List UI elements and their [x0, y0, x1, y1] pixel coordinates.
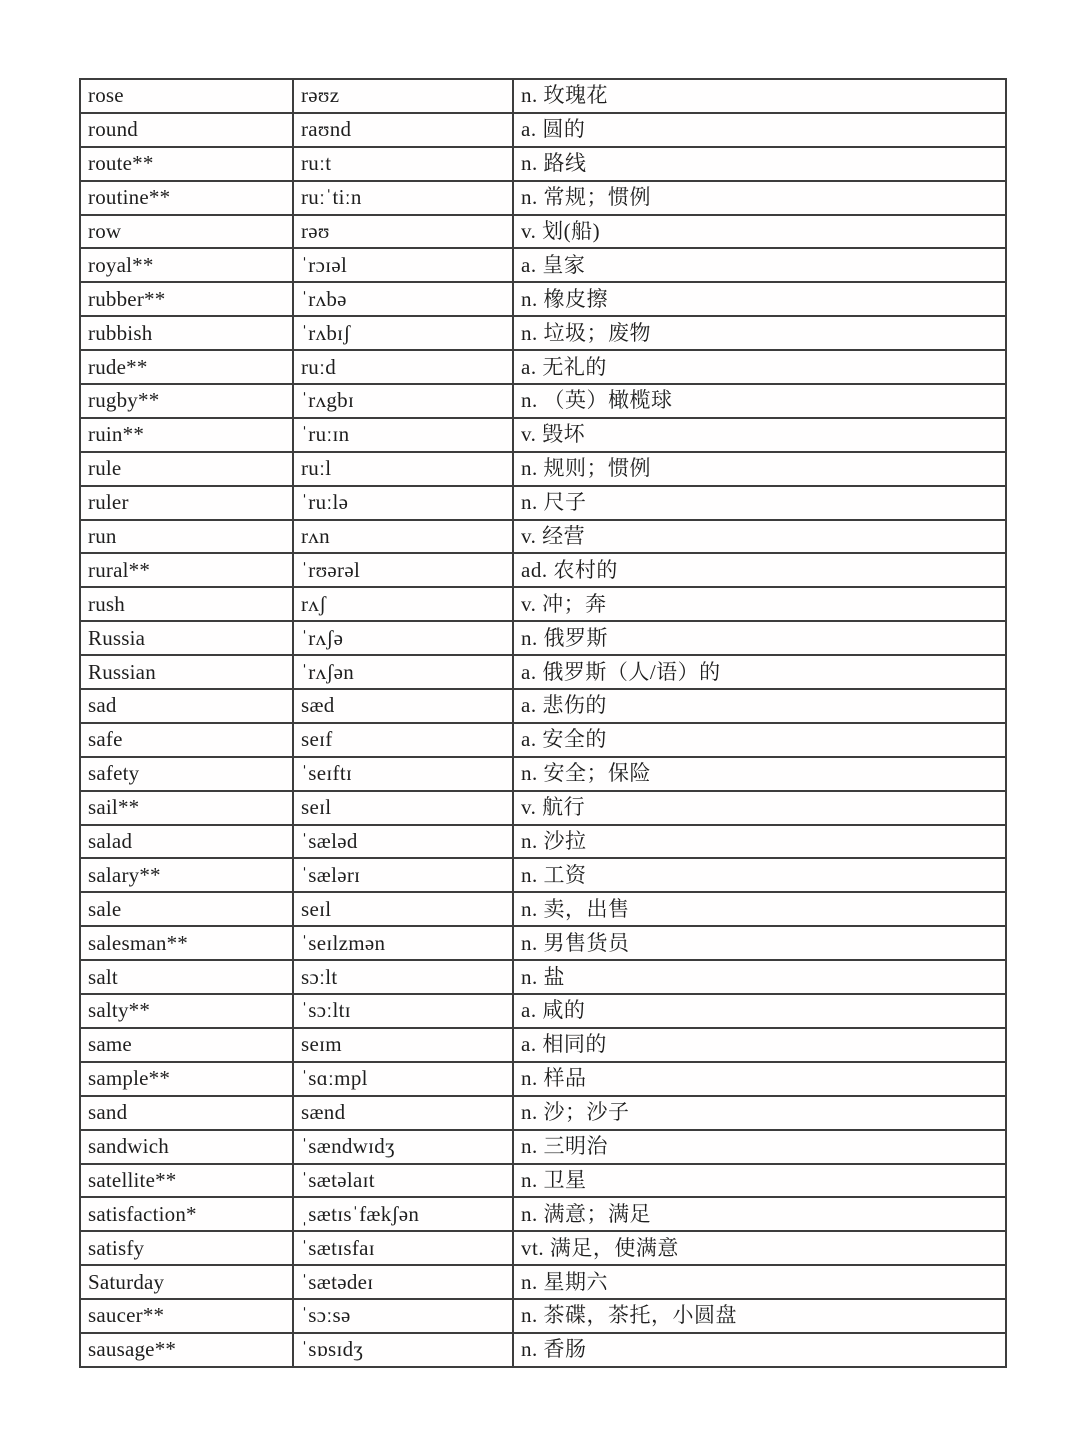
word-cell: satisfaction* [80, 1197, 293, 1231]
phonetic-cell: ruːl [293, 452, 513, 486]
table-row [80, 858, 1006, 892]
meaning-cell: n. 满意；满足 [513, 1197, 1006, 1231]
word-cell: routine** [80, 181, 293, 215]
meaning-cell: n. 工资 [513, 858, 1006, 892]
table-row [80, 418, 1006, 452]
word-cell: rugby** [80, 384, 293, 418]
phonetic-cell: raʊnd [293, 113, 513, 147]
word-cell: sand [80, 1096, 293, 1130]
meaning-cell: n. 沙拉 [513, 825, 1006, 859]
meaning-cell: n. 路线 [513, 147, 1006, 181]
phonetic-cell: ˌsætɪsˈfækʃən [293, 1197, 513, 1231]
phonetic-cell: ˈrʌbə [293, 282, 513, 316]
phonetic-cell: ˈrʌgbɪ [293, 384, 513, 418]
phonetic-cell: ˈrʌʃə [293, 621, 513, 655]
phonetic-cell: ˈseɪlzmən [293, 926, 513, 960]
table-row [80, 689, 1006, 723]
meaning-cell: n. 规则；惯例 [513, 452, 1006, 486]
phonetic-cell: ruːt [293, 147, 513, 181]
meaning-cell: n. 卫星 [513, 1164, 1006, 1198]
meaning-cell: v. 经营 [513, 520, 1006, 554]
table-row [80, 1333, 1006, 1367]
meaning-cell: n. 卖，出售 [513, 892, 1006, 926]
table-row [80, 181, 1006, 215]
word-cell: Russian [80, 655, 293, 689]
phonetic-cell: ruːˈtiːn [293, 181, 513, 215]
table-row [80, 147, 1006, 181]
table-row [80, 282, 1006, 316]
table-row [80, 1028, 1006, 1062]
meaning-cell: vt. 满足，使满意 [513, 1231, 1006, 1265]
phonetic-cell: rəʊz [293, 79, 513, 113]
word-cell: salary** [80, 858, 293, 892]
phonetic-cell: ˈrʌʃən [293, 655, 513, 689]
phonetic-cell: rəʊ [293, 215, 513, 249]
table-row [80, 892, 1006, 926]
phonetic-cell: ˈsætədeɪ [293, 1265, 513, 1299]
phonetic-cell: ˈsæləd [293, 825, 513, 859]
word-cell: royal** [80, 248, 293, 282]
phonetic-cell: sæd [293, 689, 513, 723]
table-row [80, 79, 1006, 113]
meaning-cell: v. 毁坏 [513, 418, 1006, 452]
word-cell: salt [80, 960, 293, 994]
word-cell: saucer** [80, 1299, 293, 1333]
table-row [80, 1096, 1006, 1130]
word-cell: same [80, 1028, 293, 1062]
table-row [80, 113, 1006, 147]
phonetic-cell: ˈrʌbɪʃ [293, 316, 513, 350]
table-row [80, 791, 1006, 825]
table-row [80, 960, 1006, 994]
meaning-cell: v. 冲；奔 [513, 587, 1006, 621]
word-cell: rubbish [80, 316, 293, 350]
meaning-cell: a. 圆的 [513, 113, 1006, 147]
meaning-cell: a. 皇家 [513, 248, 1006, 282]
table-row [80, 1130, 1006, 1164]
word-cell: sale [80, 892, 293, 926]
phonetic-cell: sænd [293, 1096, 513, 1130]
phonetic-cell: ˈsælərɪ [293, 858, 513, 892]
word-cell: sail** [80, 791, 293, 825]
table-row [80, 1062, 1006, 1096]
meaning-cell: v. 航行 [513, 791, 1006, 825]
phonetic-cell: ˈrɔɪəl [293, 248, 513, 282]
word-cell: salad [80, 825, 293, 859]
word-cell: row [80, 215, 293, 249]
phonetic-cell: rʌn [293, 520, 513, 554]
word-cell: rural** [80, 553, 293, 587]
word-cell: rose [80, 79, 293, 113]
word-cell: Saturday [80, 1265, 293, 1299]
meaning-cell: a. 安全的 [513, 723, 1006, 757]
meaning-cell: a. 相同的 [513, 1028, 1006, 1062]
table-row [80, 1197, 1006, 1231]
table-row [80, 1231, 1006, 1265]
phonetic-cell: seɪm [293, 1028, 513, 1062]
phonetic-cell: sɔːlt [293, 960, 513, 994]
meaning-cell: n. 盐 [513, 960, 1006, 994]
word-cell: salty** [80, 994, 293, 1028]
word-cell: salesman** [80, 926, 293, 960]
word-cell: ruin** [80, 418, 293, 452]
meaning-cell: n. 沙；沙子 [513, 1096, 1006, 1130]
word-cell: satisfy [80, 1231, 293, 1265]
vocab-table-body [80, 79, 1006, 1367]
phonetic-cell: ˈruːɪn [293, 418, 513, 452]
meaning-cell: n. 橡皮擦 [513, 282, 1006, 316]
meaning-cell: n. 安全；保险 [513, 757, 1006, 791]
word-cell: sad [80, 689, 293, 723]
word-cell: round [80, 113, 293, 147]
phonetic-cell: rʌʃ [293, 587, 513, 621]
table-row [80, 248, 1006, 282]
table-row [80, 587, 1006, 621]
meaning-cell: ad. 农村的 [513, 553, 1006, 587]
phonetic-cell: ˈrʊərəl [293, 553, 513, 587]
word-cell: rush [80, 587, 293, 621]
meaning-cell: n. 男售货员 [513, 926, 1006, 960]
table-row [80, 1164, 1006, 1198]
phonetic-cell: seɪf [293, 723, 513, 757]
word-cell: sandwich [80, 1130, 293, 1164]
table-row [80, 350, 1006, 384]
meaning-cell: a. 咸的 [513, 994, 1006, 1028]
table-row [80, 926, 1006, 960]
table-row [80, 520, 1006, 554]
meaning-cell: n. 星期六 [513, 1265, 1006, 1299]
table-row [80, 621, 1006, 655]
meaning-cell: n. 常规；惯例 [513, 181, 1006, 215]
meaning-cell: v. 划(船) [513, 215, 1006, 249]
phonetic-cell: ˈsɒsɪdʒ [293, 1333, 513, 1367]
phonetic-cell: ˈsɔːltɪ [293, 994, 513, 1028]
phonetic-cell: ˈsændwɪdʒ [293, 1130, 513, 1164]
table-row [80, 994, 1006, 1028]
table-row [80, 553, 1006, 587]
meaning-cell: n. 香肠 [513, 1333, 1006, 1367]
word-cell: rule [80, 452, 293, 486]
word-cell: sausage** [80, 1333, 293, 1367]
word-cell: rubber** [80, 282, 293, 316]
table-row [80, 655, 1006, 689]
word-cell: satellite** [80, 1164, 293, 1198]
word-cell: ruler [80, 486, 293, 520]
table-row [80, 486, 1006, 520]
table-row [80, 316, 1006, 350]
phonetic-cell: ˈsætəlaɪt [293, 1164, 513, 1198]
word-cell: route** [80, 147, 293, 181]
meaning-cell: n. （英）橄榄球 [513, 384, 1006, 418]
meaning-cell: n. 茶碟，茶托，小圆盘 [513, 1299, 1006, 1333]
phonetic-cell: ˈsɑːmpl [293, 1062, 513, 1096]
phonetic-cell: ˈsɔːsə [293, 1299, 513, 1333]
table-row [80, 757, 1006, 791]
table-row [80, 1265, 1006, 1299]
phonetic-cell: ruːd [293, 350, 513, 384]
meaning-cell: n. 玫瑰花 [513, 79, 1006, 113]
word-cell: rude** [80, 350, 293, 384]
word-cell: run [80, 520, 293, 554]
meaning-cell: a. 悲伤的 [513, 689, 1006, 723]
phonetic-cell: seɪl [293, 791, 513, 825]
meaning-cell: n. 俄罗斯 [513, 621, 1006, 655]
table-row [80, 1299, 1006, 1333]
table-row [80, 723, 1006, 757]
meaning-cell: n. 三明治 [513, 1130, 1006, 1164]
table-row [80, 215, 1006, 249]
phonetic-cell: ˈsætɪsfaɪ [293, 1231, 513, 1265]
table-row [80, 384, 1006, 418]
word-cell: safe [80, 723, 293, 757]
phonetic-cell: ˈseɪftɪ [293, 757, 513, 791]
meaning-cell: a. 俄罗斯（人/语）的 [513, 655, 1006, 689]
table-row [80, 452, 1006, 486]
phonetic-cell: seɪl [293, 892, 513, 926]
phonetic-cell: ˈruːlə [293, 486, 513, 520]
meaning-cell: n. 尺子 [513, 486, 1006, 520]
word-cell: Russia [80, 621, 293, 655]
word-cell: sample** [80, 1062, 293, 1096]
vocabulary-table [79, 78, 1007, 1368]
meaning-cell: n. 垃圾；废物 [513, 316, 1006, 350]
meaning-cell: n. 样品 [513, 1062, 1006, 1096]
table-row [80, 825, 1006, 859]
word-cell: safety [80, 757, 293, 791]
meaning-cell: a. 无礼的 [513, 350, 1006, 384]
